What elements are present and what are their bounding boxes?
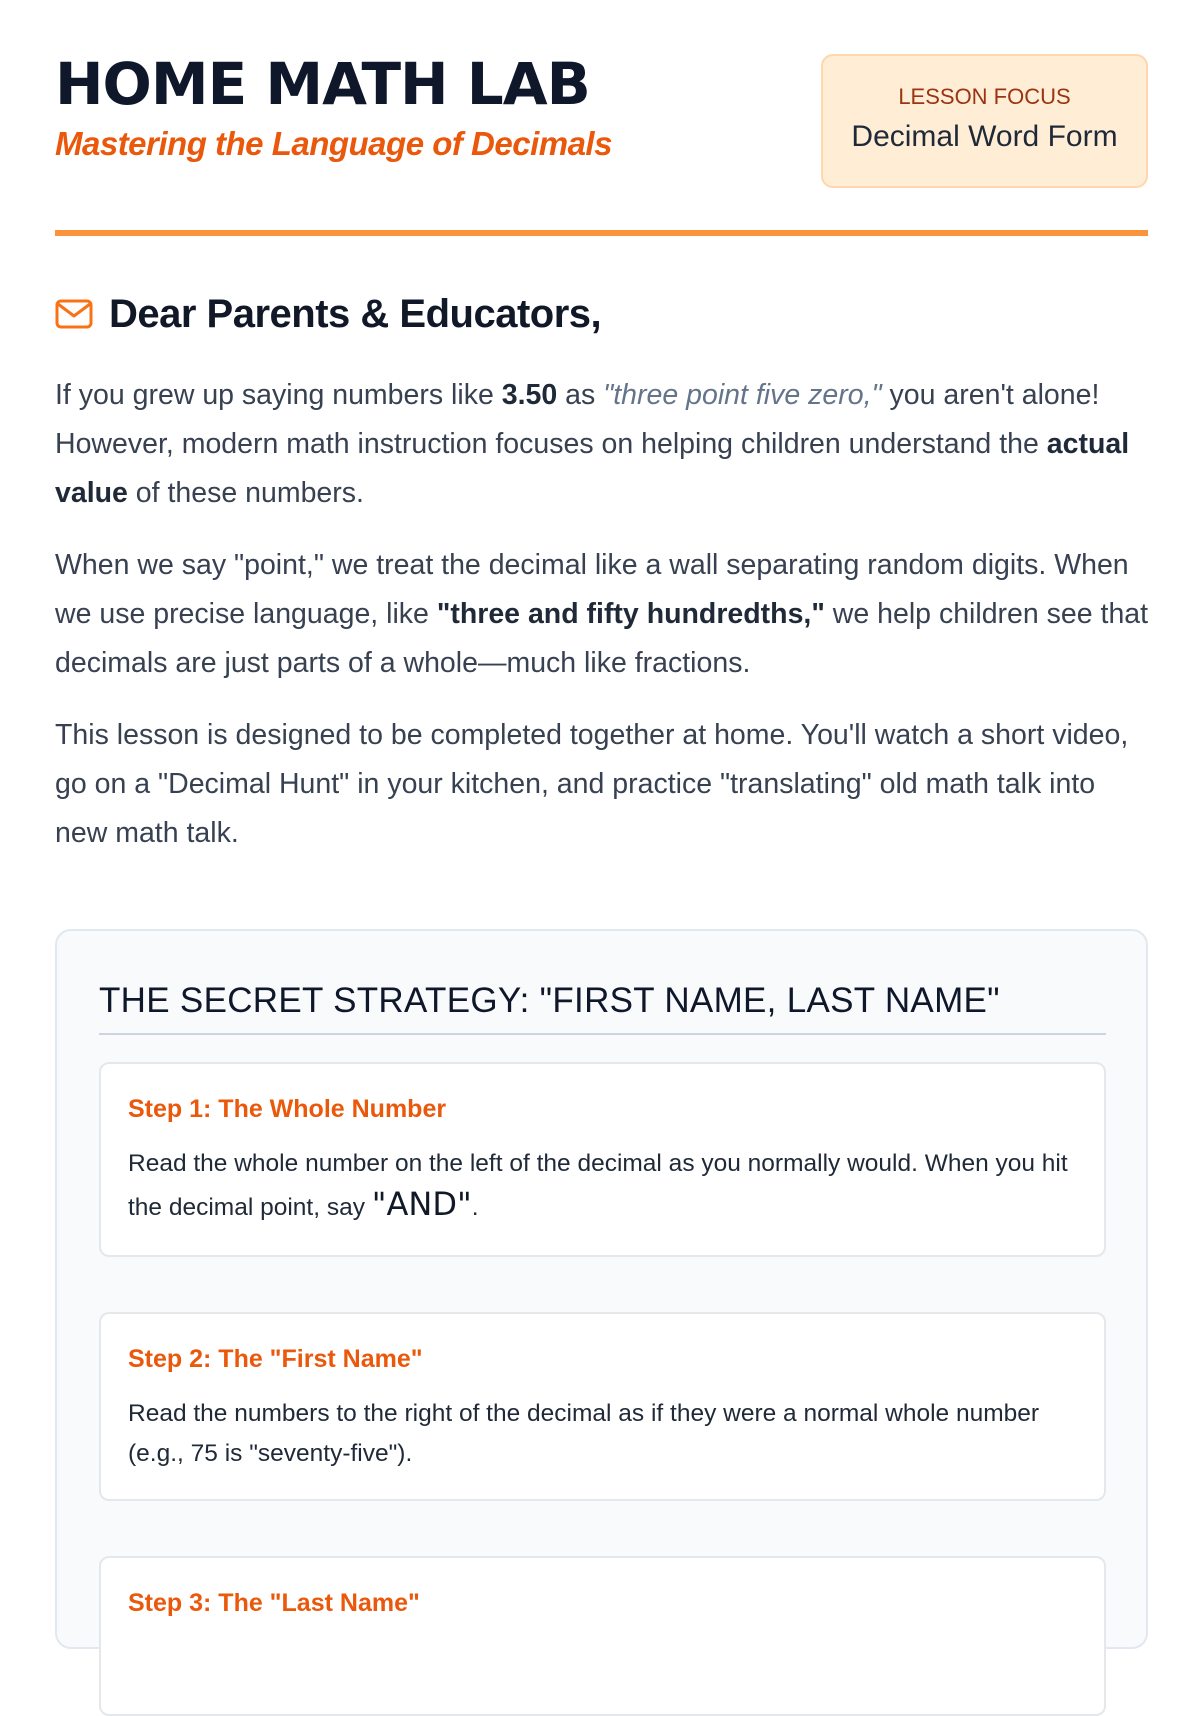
intro-paragraph: If you grew up saying numbers like 3.50 as "three point five zero," you aren't alone! However, modern math instruction focuses on helping children understand the actual value of these numbers. (55, 379, 1130, 509)
mail-icon (55, 297, 93, 331)
lesson-focus-label: LESSON FOCUS (898, 84, 1071, 109)
lesson-focus-value: Decimal Word Form (851, 120, 1118, 153)
explanation-paragraph: When we say "point," we treat the decimal like a wall separating random digits. When we use precise language, like "three and fifty hundredths," we help children see that decimals are just parts of a whole—much like fractions. (55, 549, 1149, 679)
precise-phrase: "three and fifty hundredths," (436, 598, 825, 630)
step-text: Read the whole number on the left of the decimal as you normally would. When you hit the decimal point, say "AND". (128, 1150, 1068, 1223)
old-phrase: "three point five zero," (603, 379, 882, 411)
page (55, 0, 1149, 1617)
page-header (55, 0, 1148, 235)
strategy-panel (55, 929, 1148, 1649)
lesson-paragraph: This lesson is designed to be completed together at home. You'll watch a short video, go on a "Decimal Hunt" in your kitchen, and practice "translating" old math talk into new math talk. (55, 719, 1129, 849)
step-text: Read the numbers to the right of the decimal as if they were a normal whole number (e.g., 75 is "seventy-five"). (128, 1400, 1040, 1467)
step-title: Step 2: The "First Name" (128, 1345, 423, 1373)
emphasis-text: actual value (55, 428, 1130, 509)
step-card (99, 1312, 1106, 1501)
page-title: HOME MATH LAB (55, 50, 590, 118)
strategy-divider (99, 1033, 1106, 1035)
step-card (99, 1062, 1106, 1257)
example-number: 3.50 (501, 379, 558, 411)
lesson-focus-card (821, 54, 1148, 188)
page-subtitle: Mastering the Language of Decimals (55, 125, 612, 162)
strategy-title: THE SECRET STRATEGY: "FIRST NAME, LAST NAME" (99, 981, 1000, 1020)
letter-heading (55, 290, 601, 338)
header-divider (55, 230, 1148, 236)
letter-title: Dear Parents & Educators, (109, 292, 602, 336)
step-card (99, 1556, 1106, 1716)
step-title: Step 3: The "Last Name" (128, 1589, 420, 1617)
and-keyword: "AND" (371, 1185, 472, 1223)
step-title: Step 1: The Whole Number (128, 1095, 447, 1123)
